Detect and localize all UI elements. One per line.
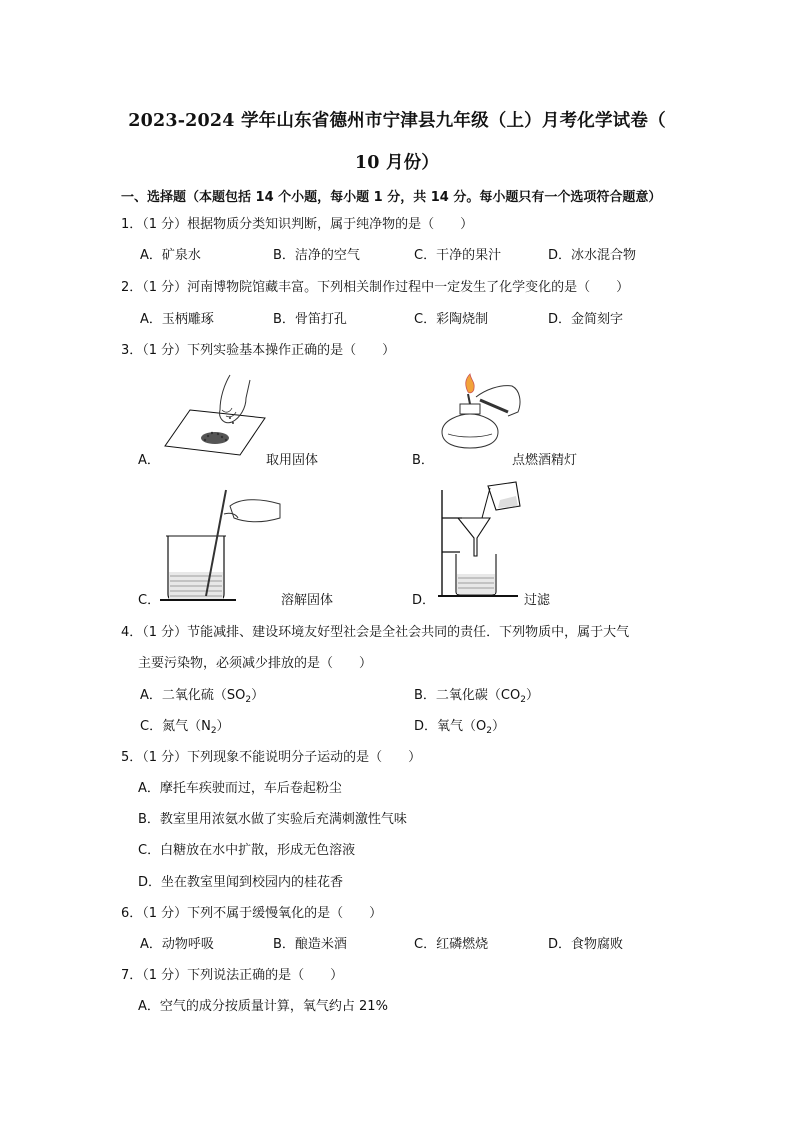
section-heading: 一、选择题（本题包括 14 个小题，每小题 1 分，共 14 分。每小题只有一个选项符合题意） (121, 190, 662, 205)
question-1-stem: 1．（1 分）根据物质分类知识判断，属于纯净物的是（ ） (121, 217, 474, 232)
question-7-option-a: A．空气的成分按质量计算，氧气约占 21% (138, 999, 388, 1014)
question-4-option-a: A．二氧化硫$(SO_2)$ (140, 688, 265, 705)
question-5-option-c: C．白糖放在水中扩散，形成无色溶液 (138, 843, 356, 858)
figure-a-label: A． (138, 453, 160, 468)
question-5-option-a: A．摩托车疾驶而过，车后卷起粉尘 (138, 781, 342, 796)
question-5-option-d: D．坐在教室里闻到校园内的桂花香 (138, 875, 344, 890)
question-4-stem-line-1: 4．（1 分）节能减排、建设环境友好型社会是全社会共同的责任．下列物质中，属于大气 (121, 625, 630, 640)
question-4-option-b: B．二氧化碳$(CO_2)$ (414, 688, 539, 705)
question-6-option-c: C．红磷燃烧 (414, 937, 489, 952)
question-5-option-b: B．教室里用浓氨水做了实验后充满刺激性气味 (138, 812, 407, 827)
figure-d-label: D． (412, 593, 436, 608)
question-2-option-d: D．金简刻字 (548, 312, 624, 327)
question-2-option-b: B．骨笛打孔 (273, 312, 347, 327)
question-1-option-b: B．洁净的空气 (273, 248, 360, 263)
question-4-option-d: D．氧气$(O_2)$ (414, 719, 505, 736)
figure-b-caption: 点燃酒精灯 (512, 453, 578, 468)
question-1-option-d: D．冰水混合物 (548, 248, 637, 263)
question-6-option-d: D．食物腐败 (548, 937, 624, 952)
figure-b-label: B． (412, 453, 434, 468)
figure-dissolve-solid (160, 484, 285, 604)
question-2-option-a: A．玉柄雕琢 (140, 312, 214, 327)
question-2-option-c: C．彩陶烧制 (414, 312, 489, 327)
figure-a-caption: 取用固体 (266, 453, 319, 468)
question-2-stem: 2．（1 分）河南博物院馆藏丰富。下列相关制作过程中一定发生了化学变化的是（ ） (121, 280, 630, 295)
exam-title-line-2: 10 月份） (354, 153, 440, 173)
figure-c-label: C． (138, 593, 161, 608)
question-4-stem-line-2: 主要污染物，必须减少排放的是（ ） (138, 656, 373, 671)
figure-take-solid (160, 370, 270, 465)
question-6-option-b: B．酿造米酒 (273, 937, 347, 952)
question-3-stem: 3．（1 分）下列实验基本操作正确的是（ ） (121, 343, 396, 358)
question-1-option-a: A．矿泉水 (140, 248, 201, 263)
question-1-option-c: C．干净的果汁 (414, 248, 502, 263)
figure-filtration (430, 478, 530, 603)
figure-d-caption: 过滤 (524, 593, 551, 608)
question-4-option-c: C．氮气$(N_2)$ (140, 719, 230, 736)
question-6-option-a: A．动物呼吸 (140, 937, 214, 952)
question-5-stem: 5．（1 分）下列现象不能说明分子运动的是（ ） (121, 750, 422, 765)
figure-c-caption: 溶解固体 (281, 593, 334, 608)
question-7-stem: 7．（1 分）下列说法正确的是（ ） (121, 968, 344, 983)
question-6-stem: 6．（1 分）下列不属于缓慢氧化的是（ ） (121, 906, 383, 921)
exam-title-line-1: 2023-2024 学年山东省德州市宁津县九年级（上）月考化学试卷（ (128, 111, 666, 131)
